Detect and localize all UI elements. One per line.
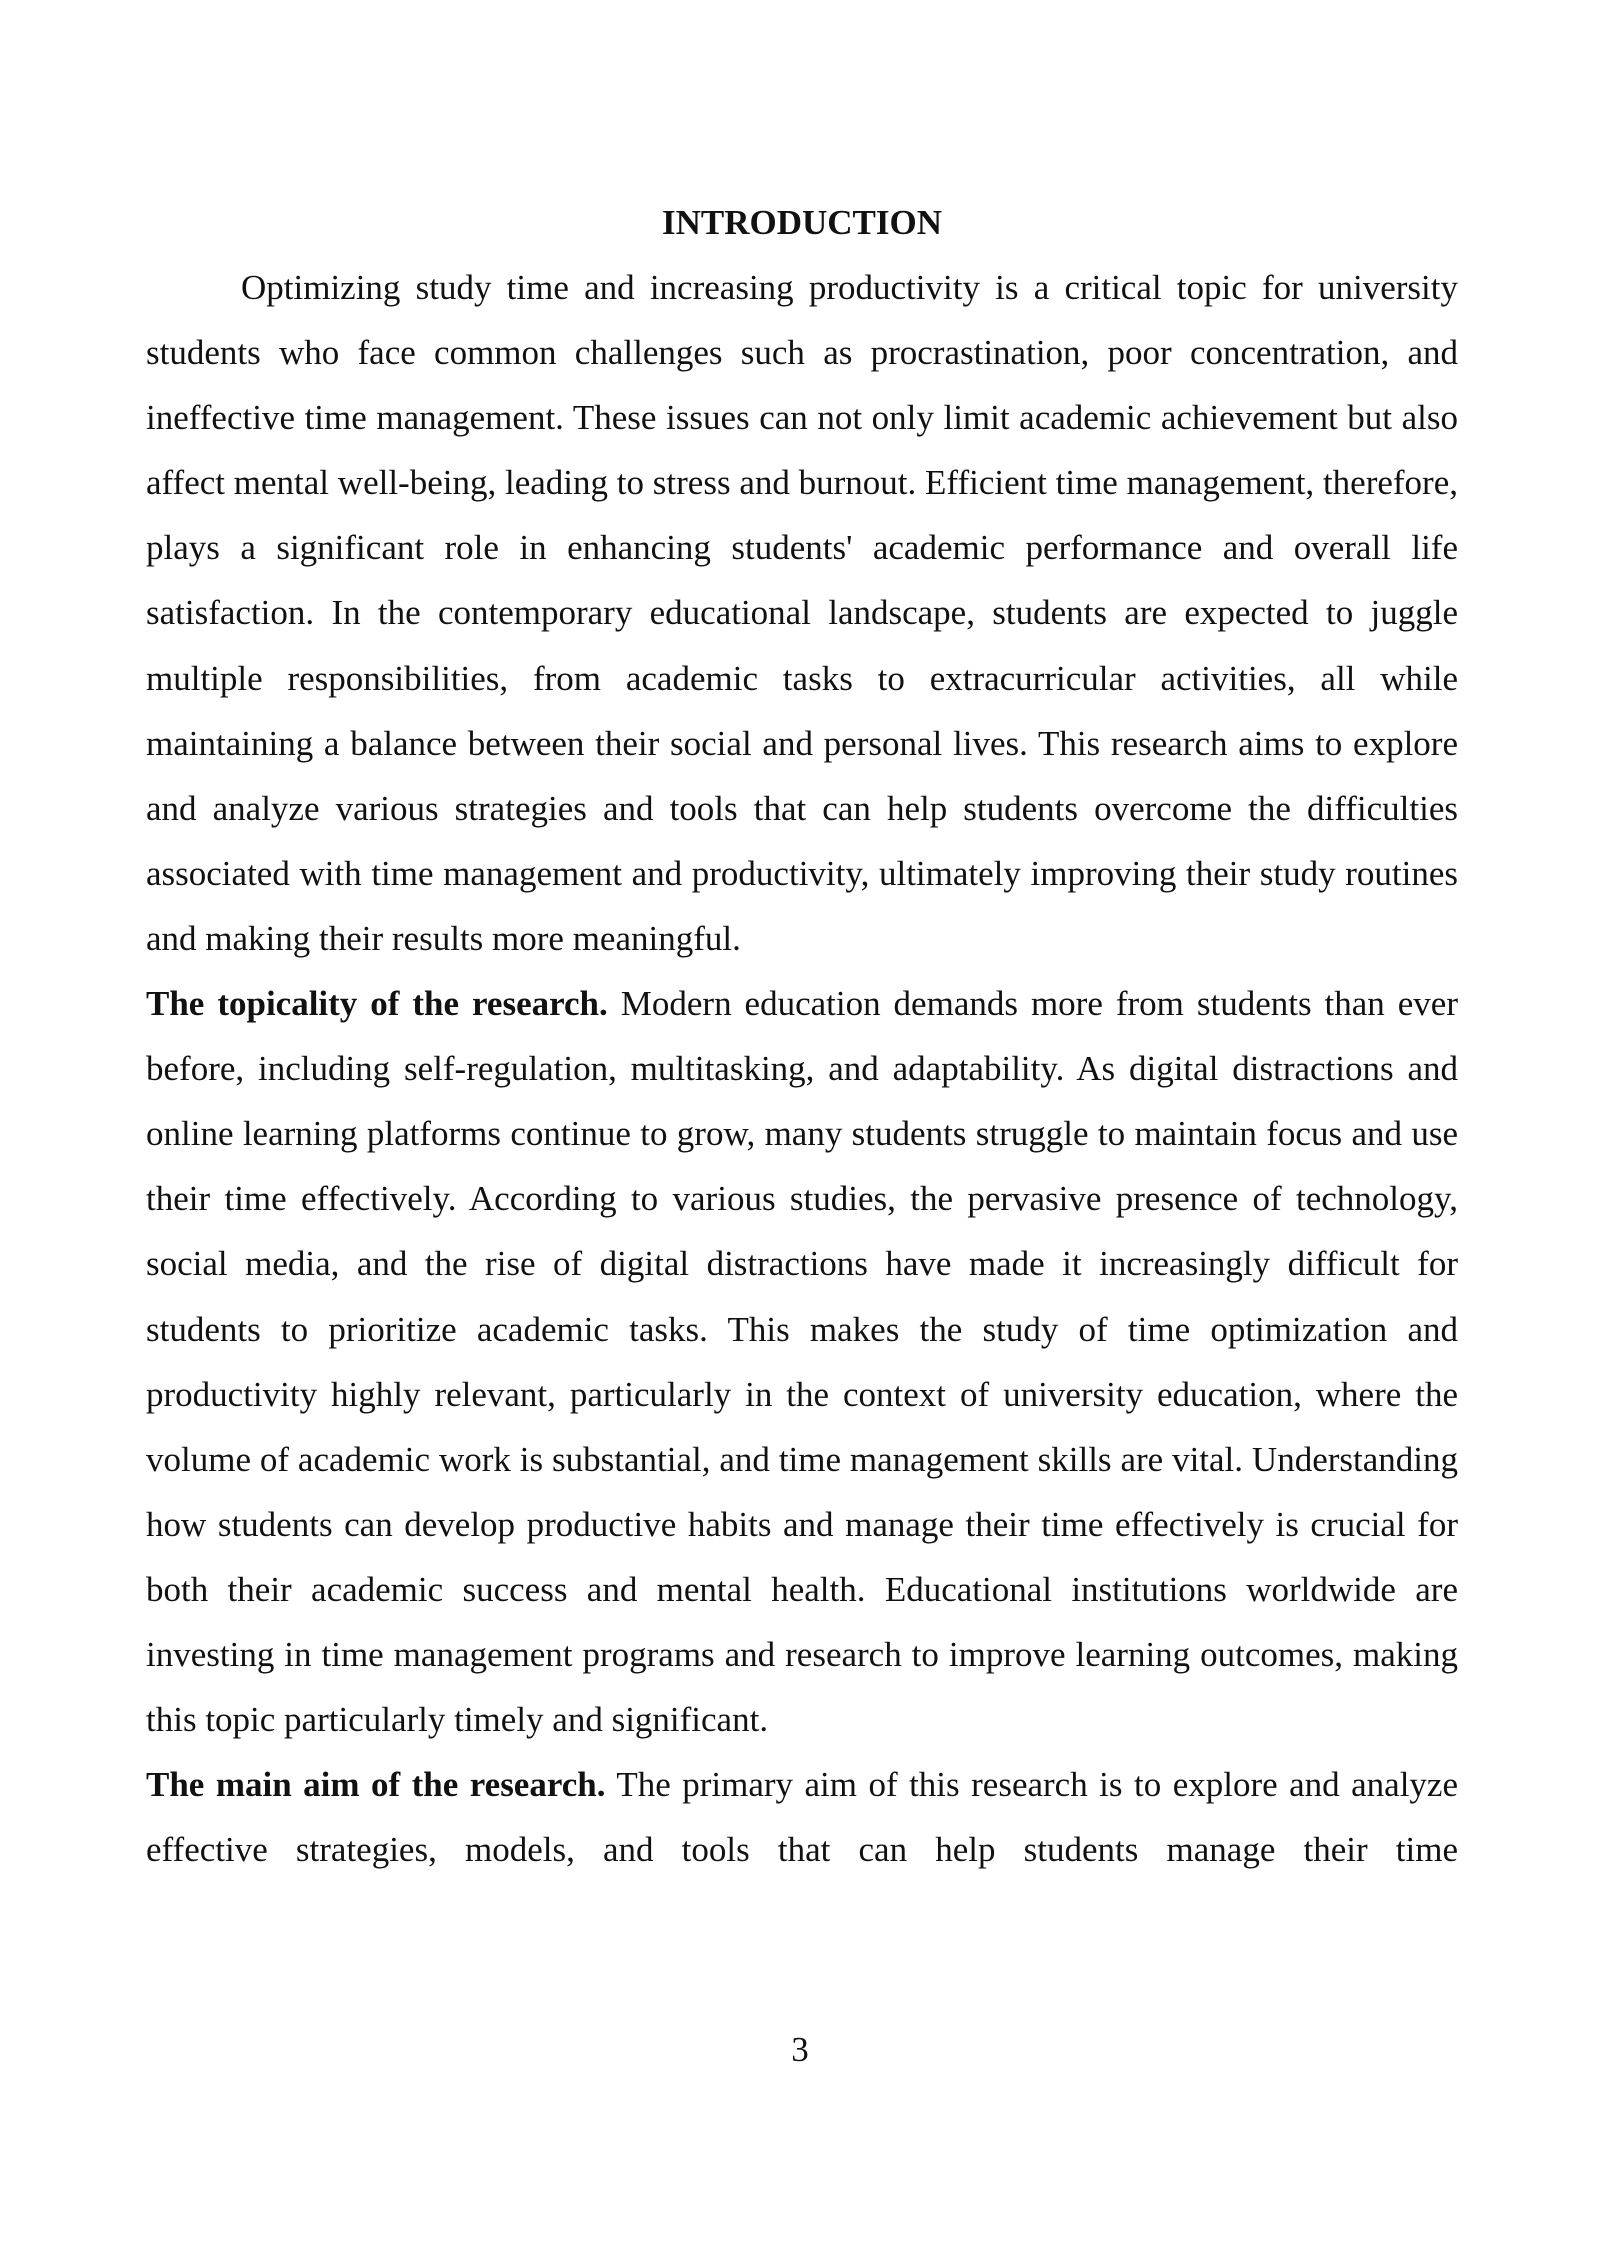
topicality-paragraph xyxy=(146,971,1458,1752)
aim-heading: The main aim of the research. xyxy=(146,1765,606,1805)
topicality-paragraph-text: Modern education demands more from students than ever before, including self-regulation, multitasking, and adaptability. As digital distractions and online learning platforms continue to grow, many students struggle to maintain focus and use their time effectively. According to various studies, the pervasive presence of technology, social media, and the rise of digital distractions have made it increasingly difficult for students to prioritize academic tasks. This makes the study of time optimization and productivity highly relevant, particularly in the context of university education, where the volume of academic work is substantial, and time management skills are vital. Understanding how students can develop productive habits and manage their time effectively is crucial for both their academic success and mental health. Educational institutions worldwide are investing in time management programs and research to improve learning outcomes, making this topic particularly timely and significant. xyxy=(146,984,1458,1740)
aim-paragraph xyxy=(146,1752,1458,1882)
intro-paragraph xyxy=(146,255,1458,971)
page-number: 3 xyxy=(791,2030,809,2069)
intro-paragraph-text: Optimizing study time and increasing productivity is a critical topic for university students who face common challenges such as procrastination, poor concentration, and ineffective time management. These issues can not only limit academic achievement but also affect mental well-being, leading to stress and burnout. Efficient time management, therefore, plays a significant role in enhancing students' academic performance and overall life satisfaction. In the contemporary educational landscape, students are expected to juggle multiple responsibilities, from academic tasks to extracurricular activities, all while maintaining a balance between their social and personal lives. This research aims to explore and analyze various strategies and tools that can help students overcome the difficulties associated with time management and productivity, ultimately improving their study routines and making their results more meaningful. xyxy=(146,268,1458,958)
aim-paragraph-text: The primary aim of this research is to explore and analyze effective strategies, models, and tools that can help students manage their time xyxy=(146,1765,1458,1870)
section-title: INTRODUCTION xyxy=(661,203,943,242)
page-body xyxy=(146,190,1458,1882)
topicality-heading: The topicality of the research. xyxy=(146,984,608,1024)
